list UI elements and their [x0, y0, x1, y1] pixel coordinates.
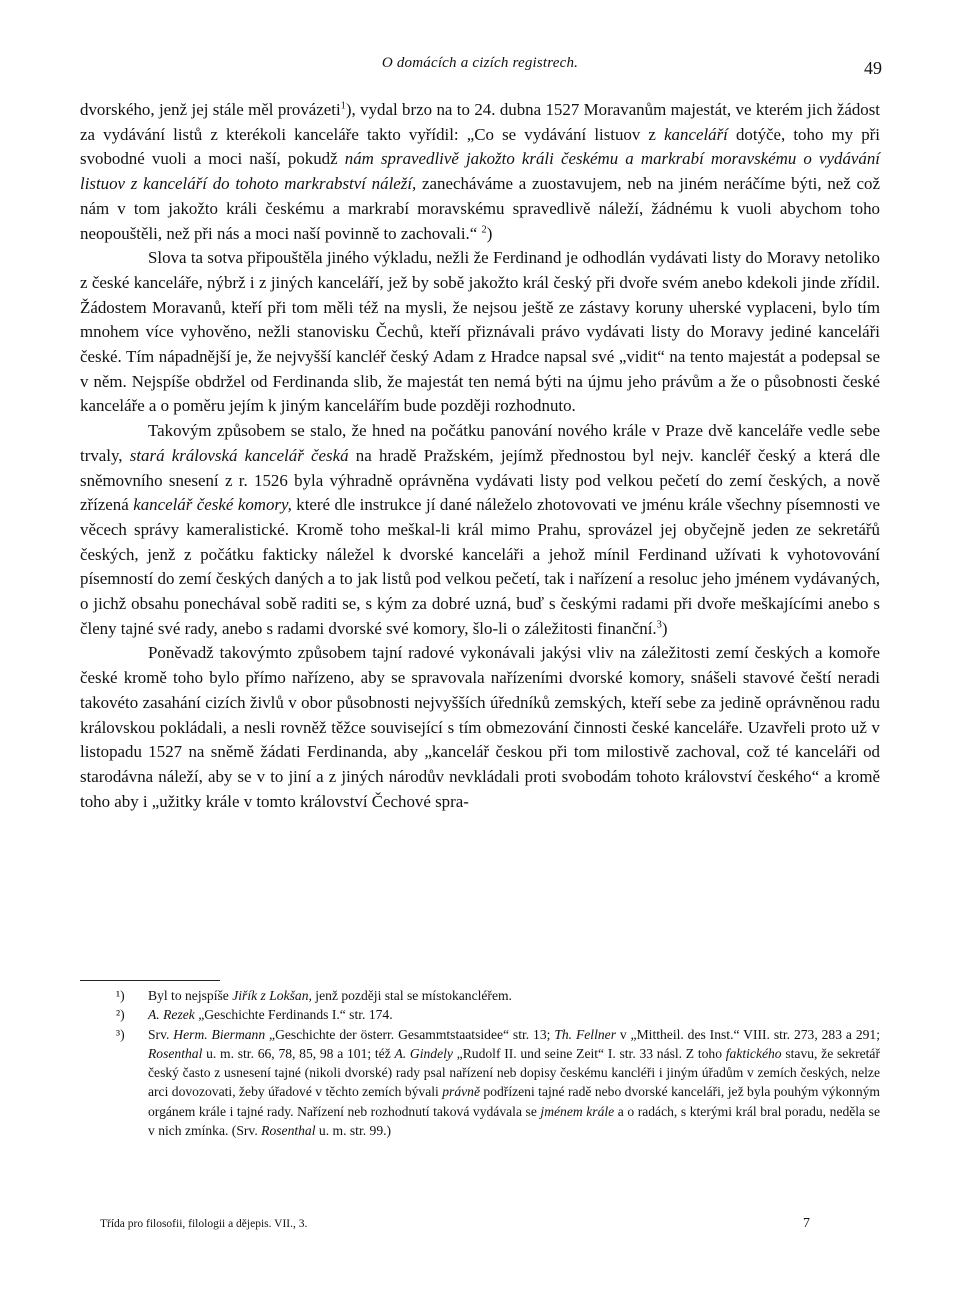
footnote-mark: ³) [116, 1026, 125, 1042]
page-header [0, 55, 960, 81]
text-span: „Rudolf II. und seine Zeit“ I. str. 33 násl. Z toho [452, 1045, 726, 1061]
footnotes [80, 986, 880, 1140]
text-span: dvorského, jenž jej stále měl provázeti [80, 100, 341, 119]
italic-span: faktického [725, 1045, 782, 1061]
text-span: zanecháváme a zuostavujem, neb na jiném neráčíme býti, než což nám v tom jakožto králi českému a markrabí moravskému spravedlivě náleží, žádnému k vuoli abychom toho neopouštěli, než při nás a moci naší povinně to zachovali.“ [80, 174, 880, 243]
paragraph-2: Slova ta sotva připouštěla jiného výkladu, nežli že Ferdinand je odhodlán vydávati listy do Moravy netoliko z české kanceláře, nýbrž i z jiných kanceláří, jež by sobě jakožto král český při dvoře svém anebo kdekoli jinde zřídil. Žádostem Moravanů, kteří při tom měli též na mysli, že nejsou ještě ze zástavy koruny uherské vyplaceni, bylo tím mnohem více vyhověno, nežli stanovisku Čechů, kteří přiznávali právo vydávati listy do Moravy jediné kanceláři české. Tím nápadnější je, že nejvyšší kancléř český Adam z Hradce napsal své „vidit“ na tento majestát a podepsal se v něm. Nejspíše obdržel od Ferdinanda slib, že majestát ten nemá býti na újmu jeho právům a že o působnosti české kanceláře a o poměru jejím k jiným kancelářím bude později rozhodnuto. [80, 248, 880, 416]
italic-span: A. Gindely [394, 1045, 453, 1061]
footnote-mark: ²) [116, 1007, 125, 1023]
text-span: Takovým způsobem se stalo, že hned na počátku panování nového krále v Praze dvě kanceláře vedle sebe trvaly, [80, 421, 880, 465]
footnote-separator [80, 980, 220, 981]
text-span: „Geschichte der österr. Gesammtstaatsidee“ str. 13; [265, 1026, 555, 1042]
text-span: a o radách, s kterými král bral poradu, neděla se v nich zmínka. (Srv. [148, 1103, 880, 1139]
text-span: ) [661, 618, 668, 638]
italic-span: právně [442, 1084, 480, 1100]
italic-span: jménem krále [540, 1103, 615, 1119]
italic-span: Herm. Biermann [173, 1026, 266, 1042]
italic-span: Jiřík z Lokšan, [232, 988, 312, 1003]
body-text [80, 98, 880, 814]
footnote-ref-3: 3 [656, 619, 662, 631]
text-span: které dle instrukce jí dané náleželo zhotovovati ve jménu krále všechny písemnosti ve věcech správy kameralistické. Kromě toho meškal-li král mimo Prahu, sprovázel jej obyčejně jeden ze sekretářů českých, jenž z počátku fakticky náležel k dvorské kanceláři a jehož mínil Ferdinand užívati k vyhotovování písemností do zemí českých daných a to jak listů pod velkou pečetí, tak i nařízení a resoluc jeho jménem vydávaných, o jichž obsahu ponechával sobě raditi se, s kým za dobré uzná, buď s českými radami při dvoře meškajícími anebo s členy tajné své rady, anebo s radami dvorské své komory, šlo-li o záležitosti finanční. [80, 495, 880, 638]
text-span: podřízeni tajné radě nebo dvorské kanceláři, jež byla pouhým výkonným orgánem krále i tajné rady. Nařízení neb rozhodnutí taková vydávala se [148, 1084, 880, 1119]
signature-mark: 7 [803, 1216, 810, 1231]
page-number: 49 [864, 58, 882, 78]
footnote-1 [80, 986, 880, 1005]
paragraph-3 [80, 419, 880, 641]
imprint-line: Třída pro filosofii, filologii a dějepis. VII., 3. [100, 1218, 308, 1230]
italic-span: stará královská kancelář česká [129, 445, 349, 465]
footnote-mark: ¹) [116, 988, 125, 1003]
footnote-ref-2: 2 [481, 223, 487, 235]
italic-span: Rosenthal [148, 1045, 203, 1061]
italic-span: kancelář české komory, [133, 495, 292, 515]
text-span: u. m. str. 66, 78, 85, 98 a 101; též [202, 1045, 395, 1061]
text-span: stavu, že sekretář český často z usnesení tajné (nikoli dvorské) rady psal nařízení neb dopisy českému kancléři i jiným úřadům v zemích českých, nelze arci dovozovati, žeby úřadové v těchto zemích bývali [148, 1045, 880, 1100]
italic-span: nám spravedlivě jakožto králi českému a markrabí moravskému o vydávání listuov z kanceláří do tohoto markrabství náleží, [80, 149, 880, 194]
text-span: dotýče, toho my při svobodné vuoli a moci naší, pokudž [80, 124, 880, 169]
italic-span: A. Rezek [148, 1007, 195, 1023]
text-span: ), vydal brzo na to 24. dubna 1527 Moravanům majestát, ve kterém jich žádost za vydávání listů z kterékoli kanceláře takto vyřídil: „Co se vydávání listuov z [80, 100, 880, 144]
text-span: na hradě Pražském, jejímž přednostou byl nejv. kancléř český a která dle sněmovního snesení z r. 1526 byla výhradně oprávněna vydávati listy pod velkou pečetí do zemí českých, a nově zřízená [80, 445, 880, 515]
text-span: jenž později stal se místokancléřem. [311, 988, 512, 1003]
footnote-3 [80, 1025, 880, 1141]
italic-span: kanceláří [664, 124, 728, 144]
text-span: v „Mittheil. des Inst.“ VIII. str. 273, 283 a 291; [615, 1026, 880, 1042]
italic-span: Rosenthal [261, 1123, 316, 1139]
text-span: Srv. [148, 1026, 174, 1042]
text-span: ) [486, 223, 493, 243]
italic-span: Th. Fellner [554, 1026, 616, 1042]
paragraph-4: Poněvadž takovýmto způsobem tajní radové vykonávali jakýsi vliv na záležitosti zemí českých a komoře české kromě toho bylo přímo nařízeno, aby se spravovala nařízeními dvorské komory, snášeli stavové čeští neradi takovéto zasahání cizích živlů v obor působnosti nejvyšších úředníků zemských, kteří sebe za jedině oprávněnou radu královskou pokládali, a nesli rovněž těžce související s tím obmezování činnosti české kanceláře. Uzavřeli proto už v listopadu 1527 na sněmě žádati Ferdinanda, aby „kancelář českou při tom milostivě zachoval, což té kanceláři od starodávna náleží, aby se v to jiní a z jiných národův nevkládali proti svobodám tohoto království českého“ a kromě toho aby i „užitky krále v tomto království Čechové spra- [80, 643, 880, 811]
footnote-ref-1: 1 [340, 100, 346, 112]
text-span: u. m. str. 99.) [315, 1123, 392, 1139]
running-title: O domácích a cizích registrech. [381, 55, 579, 71]
text-span: „Geschichte Ferdinands I.“ str. 174. [194, 1007, 393, 1023]
footnote-2 [80, 1005, 880, 1024]
text-span: Byl to nejspíše [148, 988, 233, 1003]
paragraph-1 [80, 98, 880, 246]
